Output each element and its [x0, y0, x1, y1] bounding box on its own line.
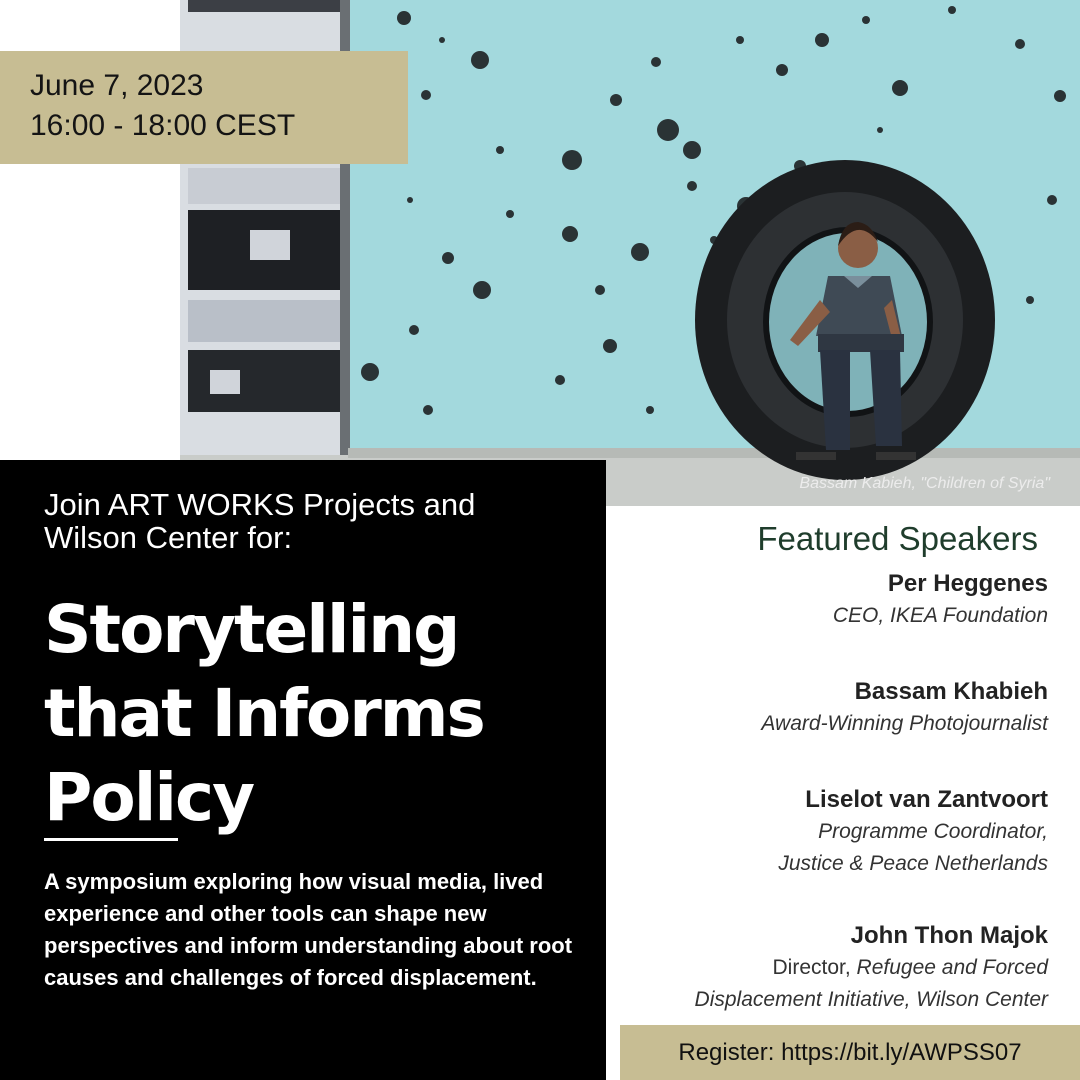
speaker-item	[761, 676, 1048, 740]
event-intro	[44, 488, 584, 554]
speaker-name: Bassam Khabieh	[854, 678, 1048, 705]
speaker-role: Justice & Peace Netherlands	[778, 852, 1048, 875]
speaker-name: John Thon Majok	[850, 922, 1048, 949]
event-time: 16:00 - 18:00 CEST	[30, 109, 296, 142]
event-title	[44, 588, 604, 840]
title-line-1: Storytelling	[44, 591, 459, 668]
speaker-role-text: Refugee and Forced	[856, 956, 1048, 979]
speakers-heading: Featured Speakers	[757, 520, 1038, 557]
speaker-role: Award-Winning Photojournalist	[761, 712, 1048, 735]
speakers-panel	[606, 506, 1080, 1026]
title-line-3: Policy	[44, 759, 254, 836]
photo-caption: Bassam Kabieh, "Children of Syria"	[799, 475, 1050, 492]
speaker-role: CEO, IKEA Foundation	[832, 604, 1048, 627]
register-link[interactable]: Register: https://bit.ly/AWPSS07	[620, 1025, 1080, 1080]
speaker-role: Displacement Initiative, Wilson Center	[694, 988, 1048, 1011]
divider	[44, 838, 178, 841]
event-date: June 7, 2023	[30, 69, 204, 102]
event-info-panel	[0, 460, 606, 1080]
speaker-name: Liselot van Zantvoort	[805, 786, 1048, 813]
speaker-role: Programme Coordinator,	[818, 820, 1048, 843]
date-box	[0, 51, 408, 164]
speaker-role-prefix: Director,	[772, 956, 857, 979]
speaker-item	[778, 784, 1048, 880]
speaker-name: Per Heggenes	[887, 570, 1048, 597]
event-description: A symposium exploring how visual media, lived experience and other tools can shape new perspectives and inform understanding about root causes and challenges of forced displacement.	[44, 869, 573, 990]
intro-line-1: Join ART WORKS Projects and	[44, 487, 476, 522]
intro-line-2: Wilson Center for:	[44, 520, 293, 555]
speaker-item	[833, 568, 1048, 632]
title-line-2: that Informs	[44, 675, 484, 752]
speaker-role	[695, 952, 1048, 984]
speaker-item	[695, 920, 1048, 1016]
